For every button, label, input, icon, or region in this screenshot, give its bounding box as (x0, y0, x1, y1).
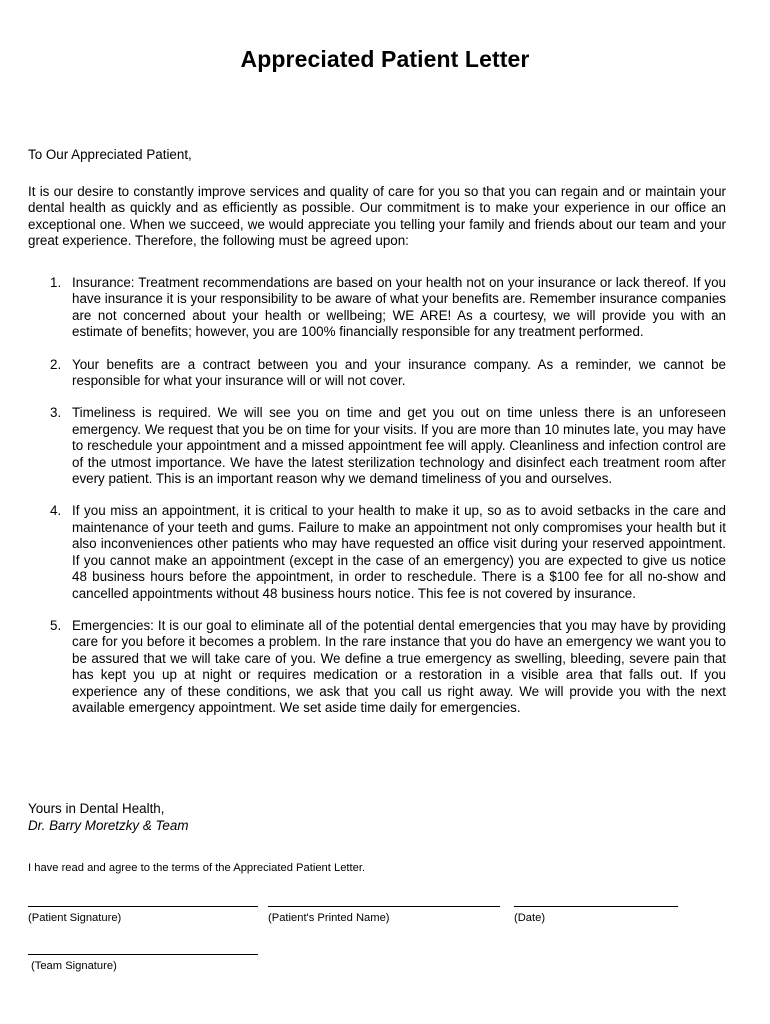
list-item (28, 357, 726, 390)
date-field[interactable] (514, 906, 678, 924)
patient-signature-field[interactable] (28, 906, 258, 924)
signature-line (28, 954, 258, 955)
patient-signature-label: (Patient Signature) (28, 912, 122, 924)
list-item (28, 275, 726, 341)
signature-line (268, 906, 500, 907)
agreement-statement: I have read and agree to the terms of the Appreciated Patient Letter. (28, 862, 366, 874)
list-item-number: 4. (50, 503, 62, 519)
page-title: Appreciated Patient Letter (240, 46, 530, 72)
signature-line (514, 906, 678, 907)
closing-signature: Dr. Barry Moretzky & Team (28, 818, 189, 833)
list-item-text: Your benefits are a contract between you and your insurance company. As a reminder, we cannot be responsible for what your insurance will or will not cover. (72, 356, 726, 389)
list-item-number: 5. (50, 617, 62, 633)
closing-block (28, 800, 188, 834)
list-item (28, 618, 726, 716)
signature-line (28, 906, 258, 907)
team-signature-field[interactable] (28, 954, 258, 972)
list-item-text: Timeliness is required. We will see you on time and get you out on time unless there is an unforeseen emergency. We request that you be on time for your visits. If you are more than 10 minutes late, you may have to reschedule your appointment and a missed appointment fee will apply. Cleanliness and infection control are of the utmost importance. We have the latest sterilization technology and disinfect each treatment room after every patient. This is an important reason why we demand timeliness of you and ourselves. (72, 405, 726, 487)
list-item-text: Insurance: Treatment recommendations are based on your health not on your insurance or lack thereof. If you have insurance it is your responsibility to be aware of what your benefits are. Remember insurance companies are not concerned about your health or wellbeing; WE ARE! As a courtesy, we will provide you with an estimate of benefits; however, you are 100% financially responsible for any treatment performed. (72, 275, 726, 340)
printed-name-field[interactable] (268, 906, 500, 924)
list-item-number: 1. (50, 275, 62, 290)
salutation: To Our Appreciated Patient, (28, 147, 192, 162)
list-item-number: 3. (50, 405, 62, 421)
team-signature-label: (Team Signature) (31, 960, 117, 972)
list-item (28, 405, 726, 487)
date-label: (Date) (514, 912, 546, 924)
list-item (28, 503, 726, 601)
list-item-number: 2. (50, 356, 62, 372)
list-item-text: If you miss an appointment, it is critical to your health to make it up, so as to avoid setbacks in the care and maintenance of your teeth and gums. Failure to make an appointment not only compromises your health but it also inconveniences other patients who may have requested an office visit during your reserved appointment. If you cannot make an appointment (except in the case of an emergency) you are expected to give us notice 48 business hours before the appointment, in order to reschedule. There is a $100 fee for all no-show and cancelled appointments without 48 business hours notice. This fee is not covered by insurance. (72, 503, 726, 601)
policy-list (28, 275, 726, 732)
intro-paragraph: It is our desire to constantly improve services and quality of care for you so that you can regain and or maintain your dental health as quickly and as efficiently as possible. Our commitment is to make your experience in our office an exceptional one. When we succeed, we would appreciate you telling your family and friends about our team and your great experience. Therefore, the following must be agreed upon: (28, 184, 726, 249)
printed-name-label: (Patient's Printed Name) (268, 912, 390, 924)
list-item-text: Emergencies: It is our goal to eliminate all of the potential dental emergencies that you may have by providing care for you before it becomes a problem. In the rare instance that you do have an emergency we want you to be assured that we will take care of you. We define a true emergency as swelling, bleeding, severe pain that has kept you up at night or requires medication or a restoration in a visible area that falls out. If you experience any of these conditions, we ask that you call us right away. We will provide you with the next available emergency appointment. We set aside time daily for emergencies. (72, 617, 726, 715)
closing-line: Yours in Dental Health, (28, 801, 165, 816)
